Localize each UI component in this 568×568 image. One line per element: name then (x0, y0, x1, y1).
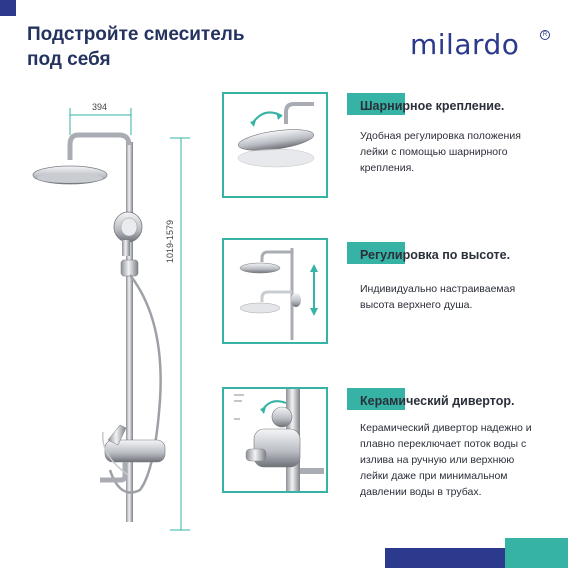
title-line-1: Подстройте смеситель (27, 24, 245, 45)
thumbnail-swivel-joint (222, 92, 328, 198)
thumbnail-height-adjust (222, 238, 328, 344)
registered-mark: R (540, 30, 550, 40)
rain-shower-head (33, 166, 107, 184)
height-dimension-label: 1019-1579 (165, 219, 175, 263)
shower-arm (70, 135, 129, 160)
feature-title-diverter: Керамический дивертор. (360, 394, 515, 408)
thumbnail-diverter (222, 387, 328, 493)
height-slider (121, 260, 138, 276)
riser-pipe (126, 142, 133, 522)
height-dimension-line (170, 138, 190, 530)
swivel-joint-image (224, 94, 326, 196)
width-dimension-label: 394 (92, 102, 108, 112)
corner-accent (0, 0, 16, 16)
width-dimension-line (70, 108, 131, 135)
hand-shower-head (114, 212, 142, 242)
feature-desc-diverter: Керамический дивертор надежно и плавно переключает поток воды с излива на ручную или верхнюю лейки даже при минимальном давлении воды в трубах. (360, 422, 532, 498)
height-adjust-image (224, 240, 326, 342)
bottom-band-teal (505, 538, 568, 568)
brand-logo: milardo (410, 28, 520, 61)
diverter-image (224, 389, 326, 491)
feature-title-height: Регулировка по высоте. (360, 248, 511, 262)
mixer-body (105, 440, 165, 462)
shower-hose (110, 275, 161, 493)
title-line-2: под себя (27, 49, 111, 70)
feature-desc-swivel: Удобная регулировка положения лейки с помощью шарнирного крепления. (360, 130, 521, 174)
feature-desc-height: Индивидуально настраиваемая высота верхнего душа. (360, 283, 516, 311)
mixer-lever (108, 425, 126, 445)
feature-title-swivel: Шарнирное крепление. (360, 99, 505, 113)
bath-spout (100, 462, 125, 480)
page-title (27, 22, 267, 72)
